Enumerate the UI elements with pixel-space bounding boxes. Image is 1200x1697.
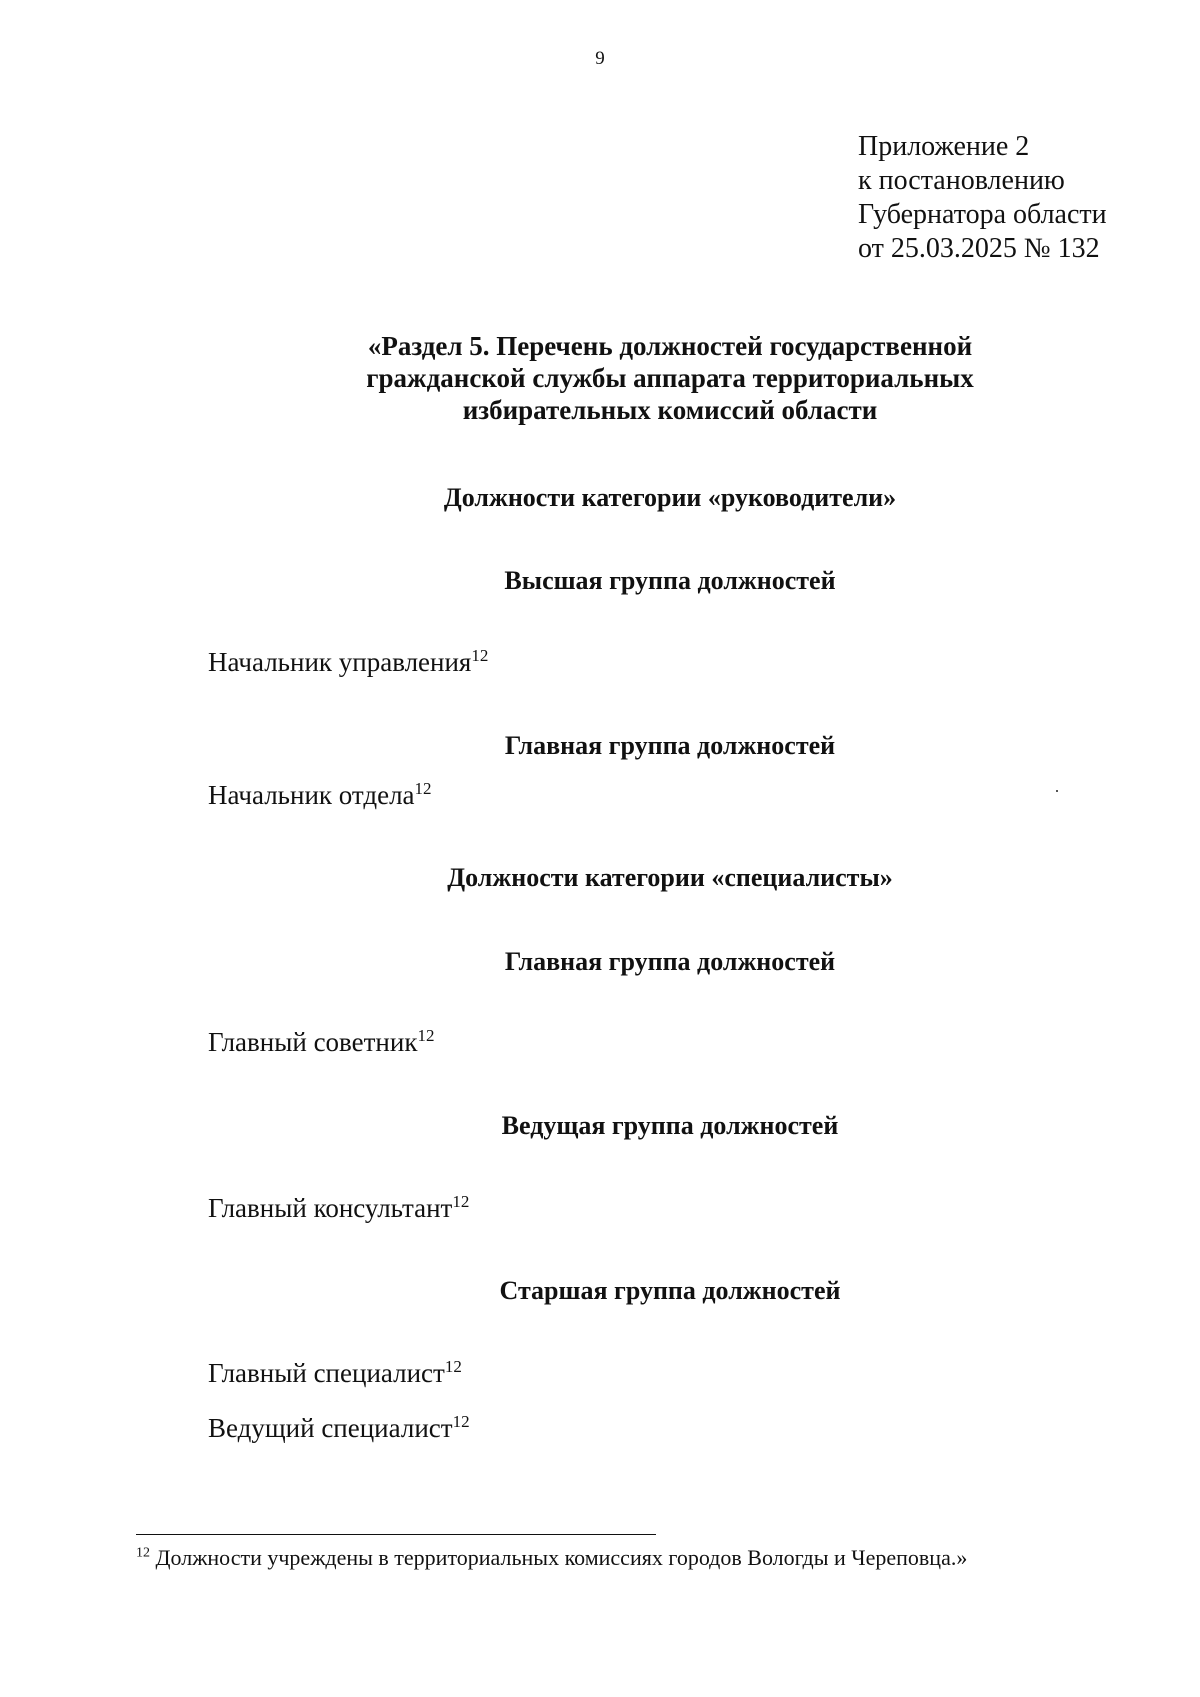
scan-speck (1056, 790, 1058, 792)
position-title: Главный специалист (208, 1358, 445, 1388)
position-item (208, 1357, 462, 1389)
position-item (208, 779, 432, 811)
position-item (208, 646, 488, 678)
attachment-line: Губернатора области (858, 199, 1107, 230)
position-title: Ведущий специалист (208, 1413, 453, 1443)
position-title: Начальник отдела (208, 780, 415, 810)
footnote-ref: 12 (444, 1357, 462, 1376)
footnote-ref: 12 (471, 646, 489, 665)
category-heading-managers: Должности категории «руководители» (443, 483, 897, 512)
page-number: 9 (595, 48, 605, 69)
group-heading-leading: Ведущая группа должностей (501, 1111, 839, 1140)
category-heading-specialists: Должности категории «специалисты» (447, 863, 893, 892)
footnote-mark: 12 (136, 1545, 150, 1561)
section-title-line: «Раздел 5. Перечень должностей государственной (367, 331, 973, 361)
group-heading-senior: Старшая группа должностей (499, 1276, 841, 1305)
position-item (208, 1412, 470, 1444)
group-heading-highest: Высшая группа должностей (504, 566, 836, 595)
footnote-ref: 12 (452, 1412, 470, 1431)
position-item (208, 1192, 469, 1224)
footnote (136, 1544, 967, 1572)
group-heading-main: Главная группа должностей (504, 731, 836, 760)
position-item (208, 1026, 434, 1058)
section-title-line: избирательных комиссий области (462, 395, 878, 425)
position-title: Главный советник (208, 1027, 418, 1057)
position-title: Начальник управления (208, 647, 472, 677)
footnote-ref: 12 (417, 1026, 435, 1045)
footnote-ref: 12 (452, 1192, 470, 1211)
attachment-block (858, 130, 1107, 266)
section-title-line: гражданской службы аппарата территориальных (366, 363, 974, 393)
position-title: Главный консультант (208, 1193, 453, 1223)
group-heading-main: Главная группа должностей (504, 947, 836, 976)
footnote-divider (136, 1534, 656, 1535)
attachment-line: от 25.03.2025 № 132 (858, 233, 1100, 264)
footnote-text: Должности учреждены в территориальных комиссиях городов Вологды и Череповца.» (155, 1545, 968, 1570)
footnote-ref: 12 (414, 779, 432, 798)
attachment-line: к постановлению (858, 165, 1065, 196)
section-title (300, 330, 1040, 426)
attachment-line: Приложение 2 (858, 131, 1030, 162)
